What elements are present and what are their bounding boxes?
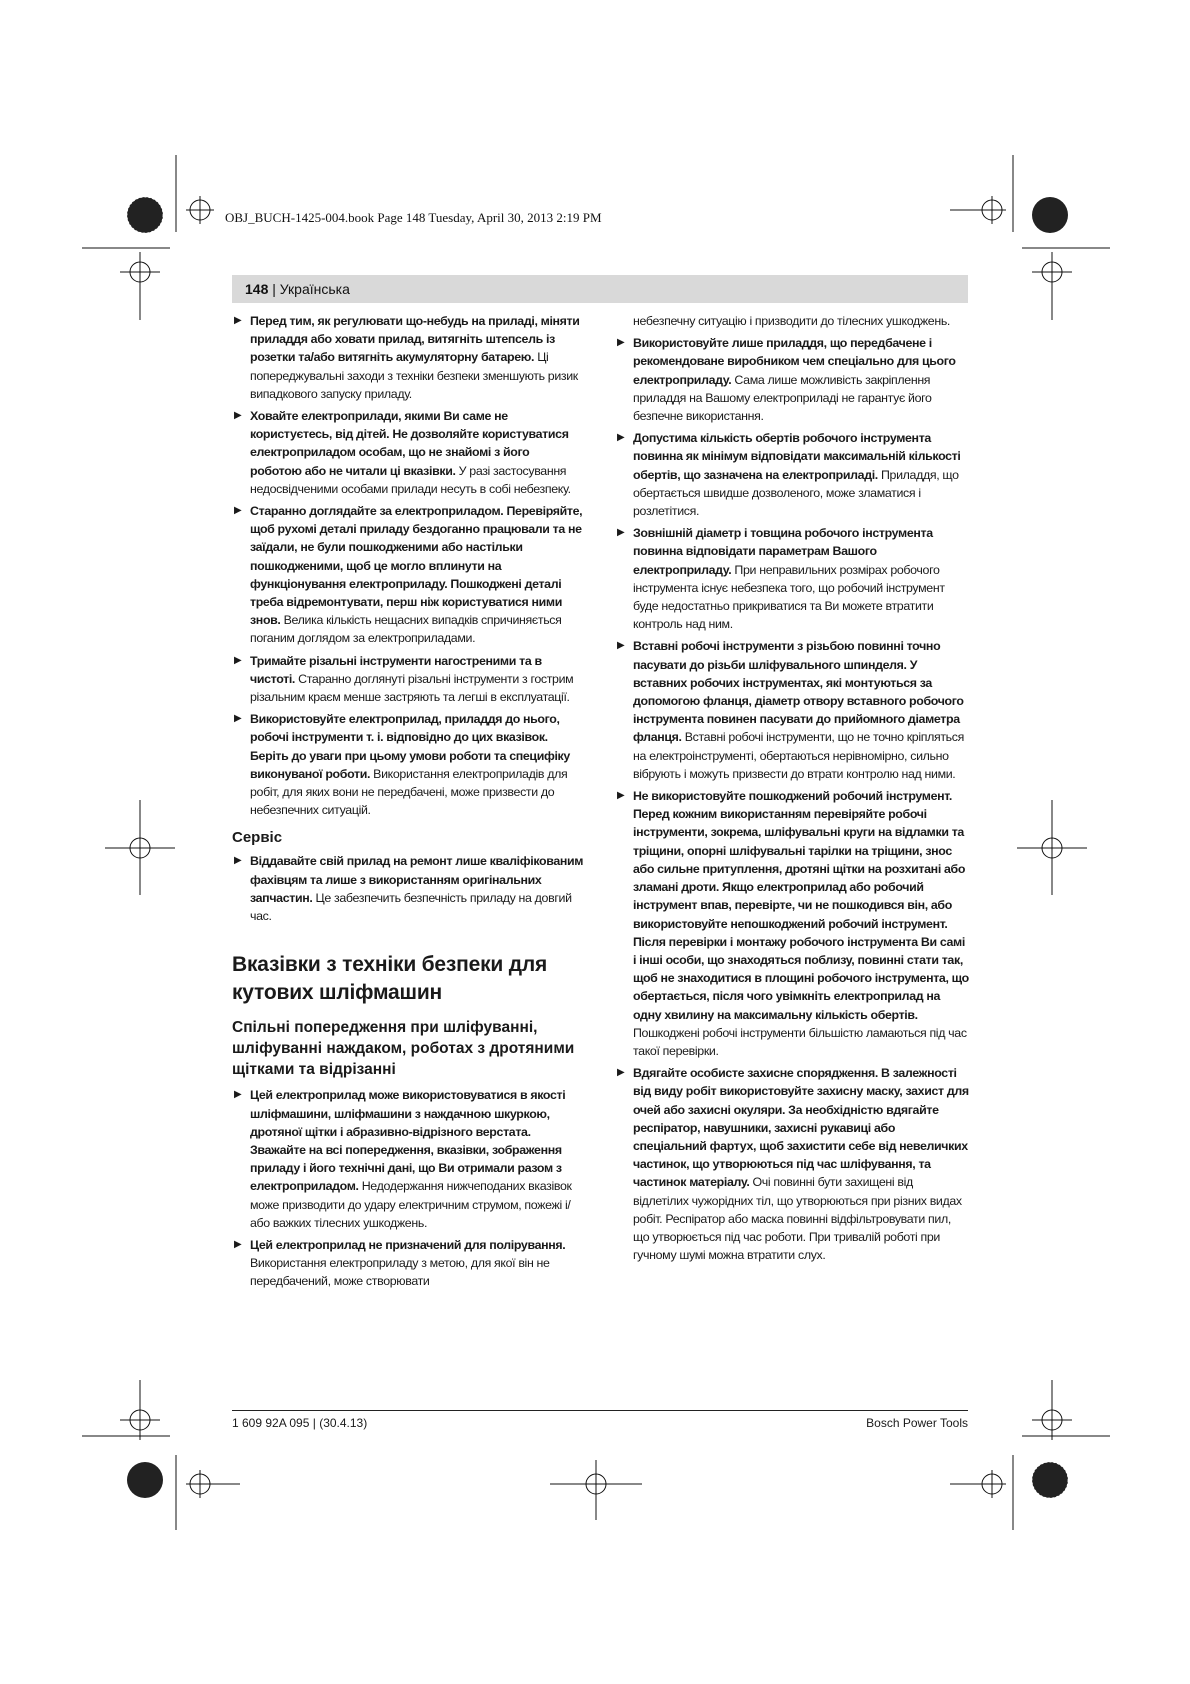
bullet-triangle-icon: ▶ bbox=[617, 337, 625, 349]
list-item: ▶ Використовуйте лише приладдя, що передбачене і рекомендоване виробником чем спеціально для цього електроприладу. Сама лише можливість закріплення приладдя на Вашому електроприладі не гарантує його безпечне використання. bbox=[617, 336, 956, 424]
list-item: ▶ Використовуйте електроприлад, приладдя до нього, робочі інструменти т. і. відповідно до цих вказівок. Беріть до уваги при цьому умови роботи та специфіку виконуваної роботи. Використання електроприладів для робіт, для яких вони не передбачені, може призвести до небезпечних ситуацій. bbox=[234, 712, 570, 818]
bullet-triangle-icon: ▶ bbox=[234, 855, 242, 867]
list-item: ▶ Старанно доглядайте за електроприладом. Перевіряйте, щоб рухомі деталі приладу бездоганно працювали та не заїдали, не були пошкодженими або настільки пошкодженими, щоб це могло вплинути на функціонування електроприладу. Пошкоджені деталі треба відремонтувати, перш ніж користуватися ними знов. Велика кількість нещасних випадків спричиняється поганим доглядом за електроприладами. bbox=[234, 504, 583, 646]
bullet-triangle-icon: ▶ bbox=[234, 410, 242, 422]
continuation-text: небезпечну ситуацію і призводити до тілесних ушкоджень. bbox=[633, 314, 951, 328]
list-item: ▶ Вставні робочі інструменти з різьбою повинні точно пасувати до різьби шліфувального шпинделя. У вставних робочих інструментах, які монтуються за допомогою фланця, діаметр отвору вставного робочого інструмента повинен пасувати до прийомного діаметра фланця. Вставні робочі інструменти, що не точно кріпляться на електроінструменті, обертаються нерівномірно, сильно вібрують і можуть призвести до втрати контролю над ними. bbox=[617, 639, 964, 781]
list-item: ▶ Допустима кількість обертів робочого інструмента повинна як мінімум відповідати максимальній кількості обертів, що зазначена на електроприладі. Приладдя, що обертається швидше дозволеного, може зламатися і розлетітися. bbox=[617, 431, 961, 519]
bullet-triangle-icon: ▶ bbox=[617, 1067, 625, 1079]
bullet-triangle-icon: ▶ bbox=[617, 640, 625, 652]
bullet-triangle-icon: ▶ bbox=[234, 713, 242, 725]
subsection-title: Спільні попередження при шліфуванні, шліфуванні наждаком, роботах з дротяними щітками та відрізанні bbox=[232, 1019, 575, 1079]
list-item: ▶ Цей електроприлад не призначений для полірування. Використання електроприладу з метою, для якої він не передбачений, може створювати bbox=[234, 1237, 566, 1289]
bullet-triangle-icon: ▶ bbox=[234, 1238, 242, 1250]
bullet-triangle-icon: ▶ bbox=[234, 654, 242, 666]
list-item: ▶ Зовнішній діаметр і товщина робочого інструмента повинна відповідати параметрам Вашого електроприладу. При неправильних розмірах робочого інструмента існує небезпека того, що робочий інструмент буде недостатньо прикриватися та Ви можете втратити контроль над ним. bbox=[617, 526, 945, 632]
bullet-triangle-icon: ▶ bbox=[617, 790, 625, 802]
footer-doc-number: 1 609 92A 095 | (30.4.13) bbox=[232, 1416, 368, 1430]
footer-brand: Bosch Power Tools bbox=[866, 1416, 968, 1430]
left-column bbox=[232, 312, 584, 1295]
header-separator: | bbox=[268, 281, 280, 297]
bullet-triangle-icon: ▶ bbox=[234, 505, 242, 517]
list-item: ▶ Ховайте електроприлади, якими Ви саме не користуєтесь, від дітей. Не дозволяйте користуватися електроприладом особам, що не знайомі з його роботою або не читали ці вказівки. У разі застосування недосвідченими особами прилади несуть в собі небезпеку. bbox=[234, 409, 571, 496]
bullet-triangle-icon: ▶ bbox=[617, 527, 625, 539]
right-column bbox=[615, 312, 970, 1268]
list-item: ▶ Не використовуйте пошкоджений робочий інструмент. Перед кожним використанням перевіряйте робочі інструменти, зокрема, шліфувальні круги на відламки та тріщини, опорні шліфувальні тарілки на тріщини, знос або сильне притуплення, дротяні щітки на розхитані або зламані дроти. Якщо електроприлад або робочий інструмент впав, перевірте, чи не пошкодився він, або використовуйте непошкоджений робочий інструмент. Після перевірки і монтажу робочого інструмента Ви самі і інші особи, що знаходяться поблизу, повинні стати так, щоб не знаходитися в площині робочого інструмента, що обертається, після чого увімкніть електроприлад на одну хвилину на максимальну кількість обертів. Пошкоджені робочі інструменти більшістю ламаються під час такої перевірки. bbox=[617, 789, 969, 1058]
bullet-triangle-icon: ▶ bbox=[234, 1089, 242, 1101]
section-title: Вказівки з техніки безпеки для кутових шліфмашин bbox=[232, 953, 548, 1005]
list-item: ▶ Цей електроприлад може використовуватися в якості шліфмашини, шліфмашини з наждачною шкуркою, дротяної щітки і абразивно-відрізного верстата. Зважайте на всі попередження, вказівки, зображення приладу і його технічні дані, що Ви отримали разом з електроприладом. Недодержання нижчеподаних вказівок може призводити до удару електричним струмом, пожежі і/або важких тілесних ушкоджень. bbox=[234, 1088, 572, 1230]
page-header bbox=[245, 281, 350, 297]
header-language: Українська bbox=[279, 281, 350, 297]
bullet-triangle-icon: ▶ bbox=[234, 315, 242, 326]
list-item: ▶ Перед тим, як регулювати що-небудь на приладі, міняти приладдя або ховати прилад, витягніть штепсель із розетки та/або витягніть акумуляторну батарею. Ці попереджувальні заходи з техніки безпеки зменшують ризик випадкового запуску приладу. bbox=[234, 314, 580, 401]
page-number: 148 bbox=[245, 281, 269, 297]
print-slug: OBJ_BUCH-1425-004.book Page 148 Tuesday, April 30, 2013 2:19 PM bbox=[225, 210, 602, 225]
bullet-triangle-icon: ▶ bbox=[617, 432, 625, 444]
service-heading: Сервіс bbox=[232, 829, 283, 847]
list-item: ▶ Тримайте різальні інструменти нагостреними та в чистоті. Старанно доглянуті різальні інструменти з гострим різальним краєм менше застряють та легші в експлуатації. bbox=[234, 653, 574, 705]
list-item: ▶ Віддавайте свій прилад на ремонт лише кваліфікованим фахівцям та лише з використанням оригінальних запчастин. Це забезпечить безпечність приладу на довгий час. bbox=[234, 854, 584, 924]
list-item: ▶ Вдягайте особисте захисне спорядження. В залежності від виду робіт використовуйте захисну маску, захист для очей або захисні окуляри. За необхідністю вдягайте респіратор, навушники, захисні рукавиці або спеціальний фартух, щоб захистити себе від невеличких частинок, що утворюються під час шліфування, та частинок матеріалу. Очі повинні бути захищені від відлетілих чужорідних тіл, що утворюються при різних видах робіт. Респіратор або маска повинні відфільтровувати пил, що утворюється під час роботи. При тривалій роботі при гучному шумі можна втратити слух. bbox=[617, 1066, 969, 1263]
footer-rule bbox=[232, 1410, 968, 1411]
